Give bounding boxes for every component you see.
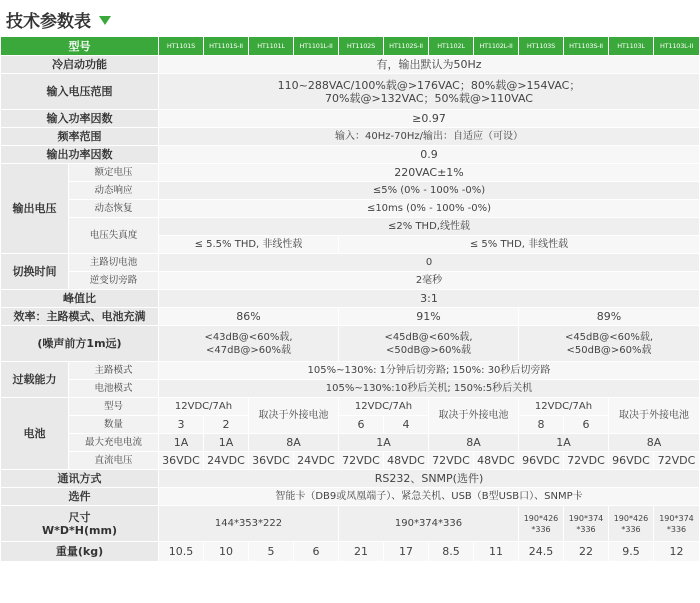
row-value: RS232、SNMP(选件) [159, 470, 700, 488]
sub-label: 数量 [69, 416, 159, 434]
value-line: <50dB@>60%载 [566, 344, 652, 356]
value-line: *336 [576, 524, 596, 534]
value-line: <45dB@<60%载, [384, 331, 473, 343]
value-line: <45dB@<60%载, [564, 331, 654, 343]
row-value: 8 [519, 416, 564, 434]
table-row [1, 416, 700, 434]
row-value: 8A [429, 434, 519, 452]
header-row [1, 37, 700, 56]
row-label: 峰值比 [1, 290, 159, 308]
sub-label: 电压失真度 [69, 218, 159, 254]
row-value: 91% [339, 308, 519, 326]
row-label: 冷启动功能 [1, 56, 159, 74]
group-label: 切换时间 [1, 254, 69, 290]
sub-label: 直流电压 [69, 452, 159, 470]
row-value: 22 [564, 542, 609, 562]
table-row [1, 146, 700, 164]
row-value: 智能卡（DB9或凤凰端子）、紧急关机、USB（B型USB口）、SNMP卡 [159, 488, 700, 506]
sub-label: 动态响应 [69, 182, 159, 200]
row-value: 12VDC/7Ah [339, 398, 429, 416]
value-line: 190*426 [523, 513, 559, 523]
model-cell: HT1102L-II [474, 37, 519, 56]
group-label: 电池 [1, 398, 69, 470]
triangle-down-icon [99, 16, 111, 25]
table-row [1, 74, 700, 110]
row-value: 21 [339, 542, 384, 562]
row-value: 5 [249, 542, 294, 562]
model-cell: HT1101L [249, 37, 294, 56]
value-line: 190*374 [659, 513, 694, 523]
row-label: 通讯方式 [1, 470, 159, 488]
row-value: 6 [564, 416, 609, 434]
model-cell: HT1101L-II [294, 37, 339, 56]
table-row [1, 434, 700, 452]
table-row [1, 380, 700, 398]
row-value: 1A [339, 434, 429, 452]
row-value: 3:1 [159, 290, 700, 308]
row-value: 1A [159, 434, 204, 452]
model-cell: HT1103L [609, 37, 654, 56]
row-value: 取决于外接电池 [249, 398, 339, 434]
row-value: 12VDC/7Ah [519, 398, 609, 416]
row-value: 72VDC [564, 452, 609, 470]
row-value: 36VDC [249, 452, 294, 470]
sub-label: 最大充电电流 [69, 434, 159, 452]
value-line: <43dB@<60%载, [204, 331, 293, 343]
row-value: ≤ 5.5% THD, 非线性载 [159, 236, 339, 254]
row-value: 8.5 [429, 542, 474, 562]
row-value: 48VDC [474, 452, 519, 470]
table-row [1, 56, 700, 74]
row-value: 190*374*336 [339, 506, 519, 542]
value-line: *336 [621, 524, 641, 534]
row-value: 有，输出默认为50Hz [159, 56, 700, 74]
row-value [654, 506, 700, 542]
model-label: 型号 [1, 37, 159, 56]
row-value: ≤10ms (0% - 100% -0%) [159, 200, 700, 218]
model-cell: HT1102S-II [384, 37, 429, 56]
model-cell: HT1103L-II [654, 37, 700, 56]
row-value: 105%~130%:10秒后关机; 150%:5秒后关机 [159, 380, 700, 398]
table-row [1, 218, 700, 236]
row-value [564, 506, 609, 542]
row-value: 96VDC [519, 452, 564, 470]
row-label: 选件 [1, 488, 159, 506]
row-value: 6 [339, 416, 384, 434]
row-label: 效率：主路模式、电池充满 [1, 308, 159, 326]
table-row [1, 308, 700, 326]
row-value: 8A [249, 434, 339, 452]
row-value [159, 326, 339, 362]
page-title [6, 6, 111, 32]
value-line: 190*374 [568, 513, 604, 523]
row-value: 8A [609, 434, 700, 452]
row-value: 9.5 [609, 542, 654, 562]
sub-label: 动态恢复 [69, 200, 159, 218]
row-label [1, 506, 159, 542]
row-value: 17 [384, 542, 429, 562]
table-row [1, 362, 700, 380]
model-cell: HT1103S [519, 37, 564, 56]
value-line: <50dB@>60%载 [386, 344, 471, 356]
table-row [1, 290, 700, 308]
row-value: 10 [204, 542, 249, 562]
sub-label: 主路切电池 [69, 254, 159, 272]
row-value: 1A [204, 434, 249, 452]
sub-label: 主路模式 [69, 362, 159, 380]
row-value: 取决于外接电池 [429, 398, 519, 434]
row-value: 2毫秒 [159, 272, 700, 290]
sub-label: 型号 [69, 398, 159, 416]
row-value: ≤ 5% THD, 非线性载 [339, 236, 700, 254]
table-row [1, 542, 700, 562]
value-line: 190*426 [613, 513, 649, 523]
row-value: 86% [159, 308, 339, 326]
group-label: 输出电压 [1, 164, 69, 254]
row-value [519, 326, 700, 362]
row-value: 36VDC [159, 452, 204, 470]
table-row [1, 272, 700, 290]
row-value: 4 [384, 416, 429, 434]
model-cell: HT1102S [339, 37, 384, 56]
value-line: <47dB@>60%载 [206, 344, 291, 356]
value-line: *336 [666, 524, 687, 534]
row-value: 48VDC [384, 452, 429, 470]
row-value: 24VDC [294, 452, 339, 470]
row-value [609, 506, 654, 542]
row-value: ≤2% THD,线性载 [159, 218, 700, 236]
row-value: 输入：40Hz-70Hz/输出：自适应（可设） [159, 128, 700, 146]
table-row [1, 398, 700, 416]
row-value: 11 [474, 542, 519, 562]
table-row [1, 182, 700, 200]
model-cell: HT1101S [159, 37, 204, 56]
model-cell: HT1103S-II [564, 37, 609, 56]
row-value: 89% [519, 308, 700, 326]
row-value: 96VDC [609, 452, 654, 470]
sub-label: 额定电压 [69, 164, 159, 182]
row-value: 10.5 [159, 542, 204, 562]
table-row [1, 326, 700, 362]
table-row [1, 506, 700, 542]
row-label: 输入功率因数 [1, 110, 159, 128]
row-value: 72VDC [429, 452, 474, 470]
row-value: 2 [204, 416, 249, 434]
table-row [1, 470, 700, 488]
label-line: 尺寸 [68, 510, 91, 524]
row-value: ≤5% (0% - 100% -0%) [159, 182, 700, 200]
row-value: ≥0.97 [159, 110, 700, 128]
spec-table [0, 36, 700, 562]
row-value: 24.5 [519, 542, 564, 562]
row-value: 6 [294, 542, 339, 562]
row-value [339, 326, 519, 362]
label-line: W*D*H(mm) [42, 523, 117, 537]
table-row [1, 452, 700, 470]
row-label: 输入电压范围 [1, 74, 159, 110]
row-value: 取决于外接电池 [609, 398, 700, 434]
model-cell: HT1102L [429, 37, 474, 56]
row-value: 72VDC [654, 452, 700, 470]
row-value: 24VDC [204, 452, 249, 470]
row-label: 频率范围 [1, 128, 159, 146]
value-line: *336 [531, 524, 551, 534]
row-label: (噪声前方1m远) [1, 326, 159, 362]
table-row [1, 110, 700, 128]
row-value: 0 [159, 254, 700, 272]
row-value: 105%~130%: 1分钟后切旁路; 150%: 30秒后切旁路 [159, 362, 700, 380]
sub-label: 电池模式 [69, 380, 159, 398]
row-value: 3 [159, 416, 204, 434]
table-row [1, 128, 700, 146]
row-value: 12 [654, 542, 700, 562]
row-value: 0.9 [159, 146, 700, 164]
table-row [1, 254, 700, 272]
row-label: 重量(kg) [1, 542, 159, 562]
model-cell: HT1101S-II [204, 37, 249, 56]
row-value: 144*353*222 [159, 506, 339, 542]
value-line: 70%载@>132VAC；50%载@>110VAC [325, 91, 533, 105]
row-value: 12VDC/7Ah [159, 398, 249, 416]
row-label: 输出功率因数 [1, 146, 159, 164]
table-row [1, 164, 700, 182]
group-label: 过载能力 [1, 362, 69, 398]
row-value: 220VAC±1% [159, 164, 700, 182]
sub-label: 逆变切旁路 [69, 272, 159, 290]
table-row [1, 200, 700, 218]
value-line: 110~288VAC/100%载@>176VAC；80%载@>154VAC； [277, 78, 581, 92]
row-value [519, 506, 564, 542]
table-row [1, 488, 700, 506]
row-value [159, 74, 700, 110]
row-value: 1A [519, 434, 609, 452]
row-value: 72VDC [339, 452, 384, 470]
page-title-text: 技术参数表 [6, 11, 91, 32]
